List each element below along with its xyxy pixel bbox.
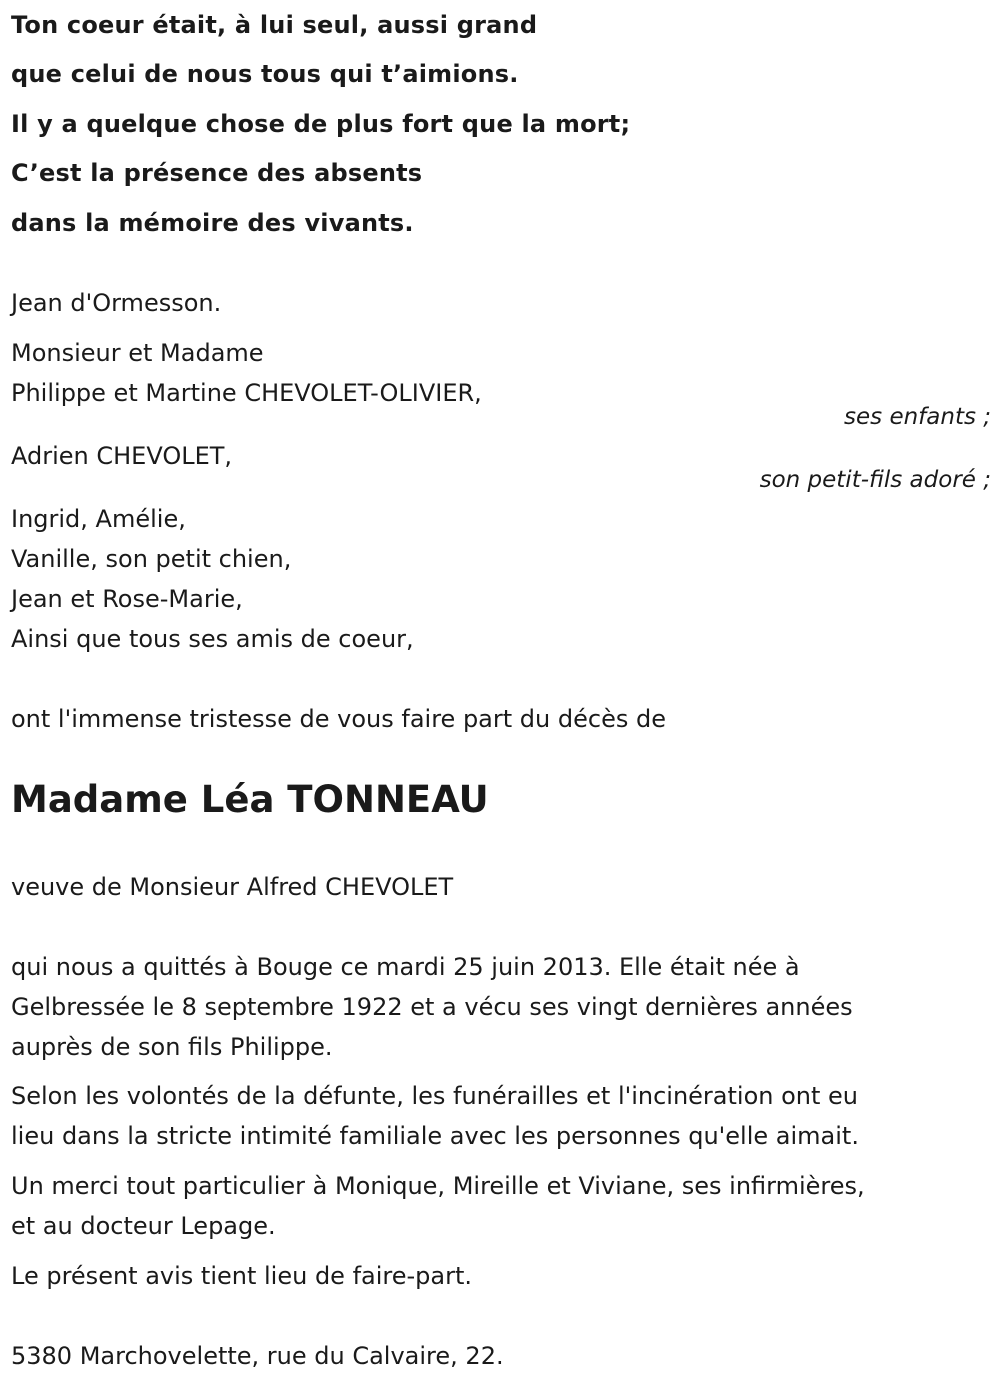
paragraph-1-line-2: Gelbressée le 8 septembre 1922 et a vécu ses vingt dernières années <box>11 993 853 1021</box>
paragraph-2-line-2: lieu dans la stricte intimité familiale avec les personnes qu'elle aimait. <box>11 1122 859 1150</box>
paragraph-1-line-1: qui nous a quittés à Bouge ce mardi 25 juin 2013. Elle était née à <box>11 953 800 981</box>
grandson-name: Adrien CHEVOLET, <box>11 442 233 470</box>
announcement-text: ont l'immense tristesse de vous faire part du décès de <box>11 705 666 733</box>
grandson-role: son petit-fils adoré ; <box>759 467 991 493</box>
poem-line-5: dans la mémoire des vivants. <box>11 209 414 237</box>
others-line-4: Ainsi que tous ses amis de coeur, <box>11 625 414 653</box>
others-line-1: Ingrid, Amélie, <box>11 505 186 533</box>
deceased-name: Madame Léa TONNEAU <box>11 778 489 821</box>
address: 5380 Marchovelette, rue du Calvaire, 22. <box>11 1342 504 1370</box>
others-line-2: Vanille, son petit chien, <box>11 545 292 573</box>
children-line-2: Philippe et Martine CHEVOLET-OLIVIER, <box>11 379 482 407</box>
paragraph-1-line-3: auprès de son fils Philippe. <box>11 1033 333 1061</box>
children-role: ses enfants ; <box>844 404 991 430</box>
poem-author: Jean d'Ormesson. <box>11 289 222 317</box>
paragraph-4: Le présent avis tient lieu de faire-part. <box>11 1262 473 1290</box>
paragraph-3-line-1: Un merci tout particulier à Monique, Mireille et Viviane, ses infirmières, <box>11 1172 865 1200</box>
poem-line-2: que celui de nous tous qui t’aimions. <box>11 60 519 88</box>
paragraph-3-line-2: et au docteur Lepage. <box>11 1212 276 1240</box>
poem-line-4: C’est la présence des absents <box>11 159 423 187</box>
poem-line-1: Ton coeur était, à lui seul, aussi grand <box>11 11 538 39</box>
children-line-1: Monsieur et Madame <box>11 339 264 367</box>
paragraph-2-line-1: Selon les volontés de la défunte, les funérailles et l'incinération ont eu <box>11 1082 859 1110</box>
others-line-3: Jean et Rose-Marie, <box>11 585 243 613</box>
widow-of: veuve de Monsieur Alfred CHEVOLET <box>11 873 454 901</box>
poem-line-3: Il y a quelque chose de plus fort que la mort; <box>11 110 631 138</box>
